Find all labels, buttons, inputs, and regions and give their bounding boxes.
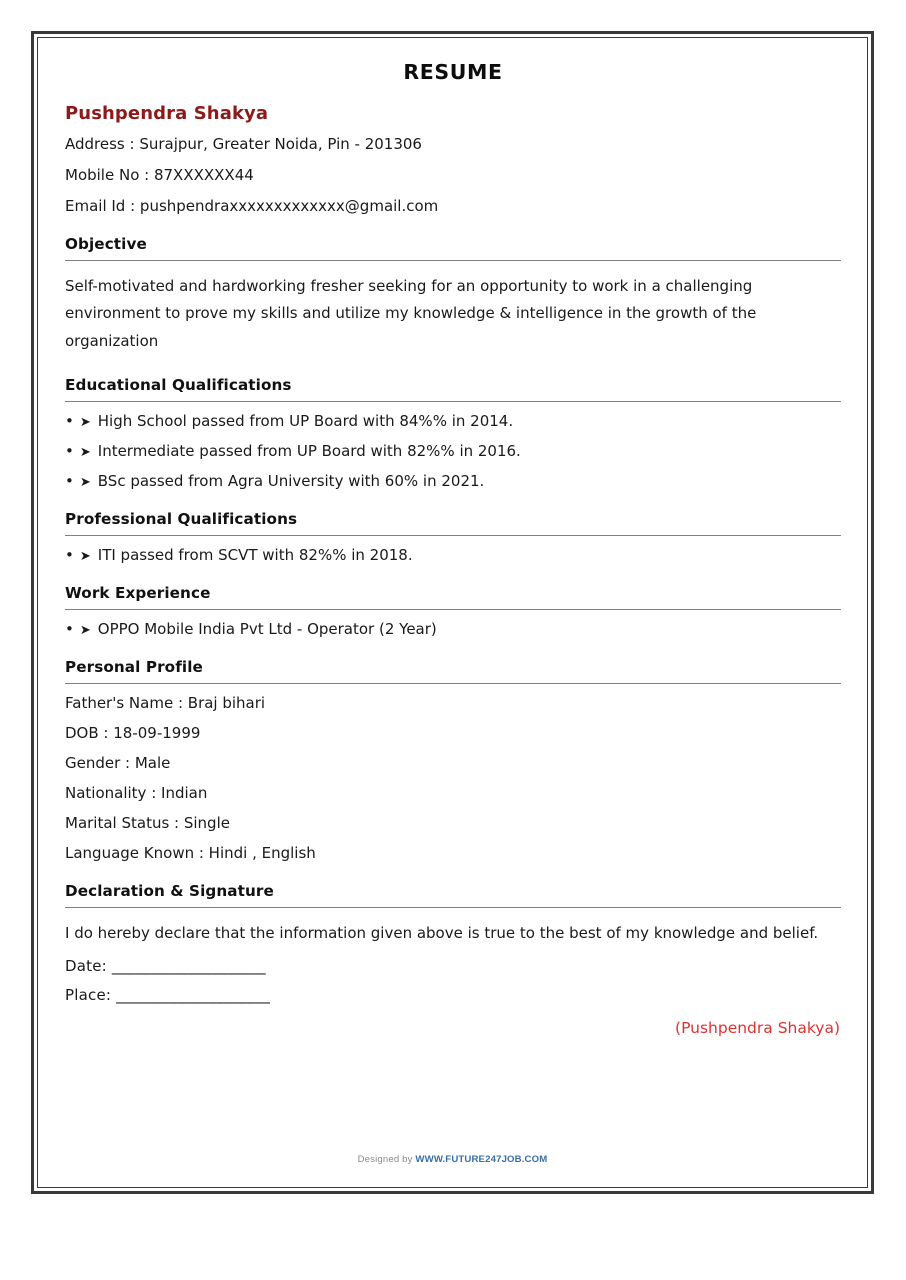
list-item [65,441,841,460]
work-experience-list [65,619,841,638]
bullet-dot-icon: • [65,411,74,430]
section-divider [65,401,841,402]
arrow-icon: ➤ [79,548,91,564]
list-item [65,619,841,638]
bullet-dot-icon: • [65,441,74,460]
contact-mobile: Mobile No : 87XXXXXX44 [65,166,254,184]
list-item-label: ITI passed from SCVT with 82%% in 2018. [97,545,413,564]
section-objective [65,235,841,355]
arrow-icon: ➤ [79,622,91,638]
resume-document [38,38,867,1187]
list-item: Language Known : Hindi , English [65,843,316,862]
bullet-dot-icon: • [65,471,74,490]
date-field: Date: ____________________ [65,956,266,975]
list-item: Gender : Male [65,753,171,772]
section-heading-work-experience: Work Experience [65,583,211,602]
section-heading-objective: Objective [65,235,147,253]
list-item [65,545,841,564]
section-professional-qualifications [65,510,841,563]
section-declaration [65,882,841,1037]
footer-designed-by-label: Designed by [357,1154,416,1165]
section-educational-qualifications [65,376,841,489]
resume-page-border [31,31,874,1194]
section-divider [65,907,841,908]
professional-qualifications-list [65,545,841,564]
list-item-label: Intermediate passed from UP Board with 82%% in 2016. [97,441,521,460]
footer-website-link[interactable]: WWW.FUTURE247JOB.COM [415,1154,548,1165]
section-personal-profile [65,658,841,861]
objective-text: Self-motivated and hardworking fresher seeking for an opportunity to work in a challenging environment to prove my skills and utilize my knowledge & intelligence in the growth of the organization [65,277,757,350]
list-item: Nationality : Indian [65,783,208,802]
list-item: DOB : 18-09-1999 [65,723,201,742]
arrow-icon: ➤ [79,444,91,460]
page-footer [38,1154,867,1165]
bullet-dot-icon: • [65,619,74,638]
list-item: Father's Name : Braj bihari [65,693,266,712]
section-heading-declaration: Declaration & Signature [65,881,274,900]
place-field: Place: ____________________ [65,985,271,1004]
candidate-name: Pushpendra Shakya [65,103,269,124]
signature-name: (Pushpendra Shakya) [675,1018,840,1037]
section-work-experience [65,584,841,637]
personal-profile-list [65,693,841,862]
section-divider [65,260,841,261]
arrow-icon: ➤ [79,474,91,490]
section-heading-personal-profile: Personal Profile [65,657,203,676]
list-item [65,471,841,490]
list-item: Marital Status : Single [65,813,230,832]
section-divider [65,535,841,536]
list-item [65,411,841,430]
section-divider [65,609,841,610]
section-divider [65,683,841,684]
list-item-label: OPPO Mobile India Pvt Ltd - Operator (2 Year) [97,619,437,638]
declaration-text: I do hereby declare that the information given above is true to the best of my knowledge and belief. [65,923,819,942]
list-item-label: High School passed from UP Board with 84%% in 2014. [97,411,514,430]
page-title: RESUME [403,60,503,84]
section-heading-professional-qualifications: Professional Qualifications [65,509,298,528]
bullet-dot-icon: • [65,545,74,564]
educational-qualifications-list [65,411,841,490]
arrow-icon: ➤ [79,414,91,430]
section-heading-educational-qualifications: Educational Qualifications [65,375,292,394]
resume-page-inner-border [37,37,868,1188]
contact-email: Email Id : pushpendraxxxxxxxxxxxxx@gmail.com [65,197,439,215]
contact-address: Address : Surajpur, Greater Noida, Pin - 201306 [65,135,422,153]
list-item-label: BSc passed from Agra University with 60% in 2021. [97,471,485,490]
